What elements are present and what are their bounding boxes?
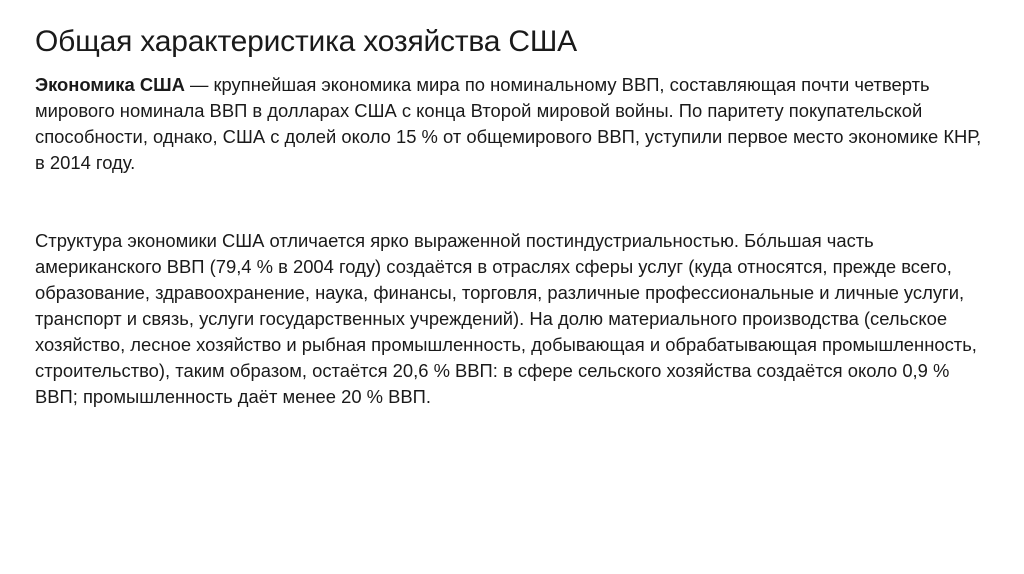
paragraph-structure: Структура экономики США отличается ярко выраженной постиндустриальностью. Бóльшая часть американского ВВП (79,4 % в 2004 году) создаётся в отраслях сферы услуг (куда относятся, прежде всего, образование, здравоохранение, наука, финансы, торговля, различные профессиональные и личные услуги, транспорт и связь, услуги государственных учреждений). На долю материального производства (сельское хозяйство, лесное хозяйство и рыбная промышленность, добывающая и обрабатывающая промышленность, строительство), таким образом, остаётся 20,6 % ВВП: в сфере сельского хозяйства создаётся около 0,9 % ВВП; промышленность даёт менее 20 % ВВП. [35, 230, 977, 407]
paragraph-term: Экономика США [35, 74, 185, 95]
paragraph-economy [35, 72, 995, 176]
paragraph-economy-text: — крупнейшая экономика мира по номинальному ВВП, составляющая почти четверть мирового номинала ВВП в долларах США с конца Второй мировой войны. По паритету покупательской способности, однако, США с долей около 15 % от общемирового ВВП, уступили первое место экономике КНР, в 2014 году. [35, 74, 982, 173]
slide-title: Общая характеристика хозяйства США [35, 25, 577, 58]
